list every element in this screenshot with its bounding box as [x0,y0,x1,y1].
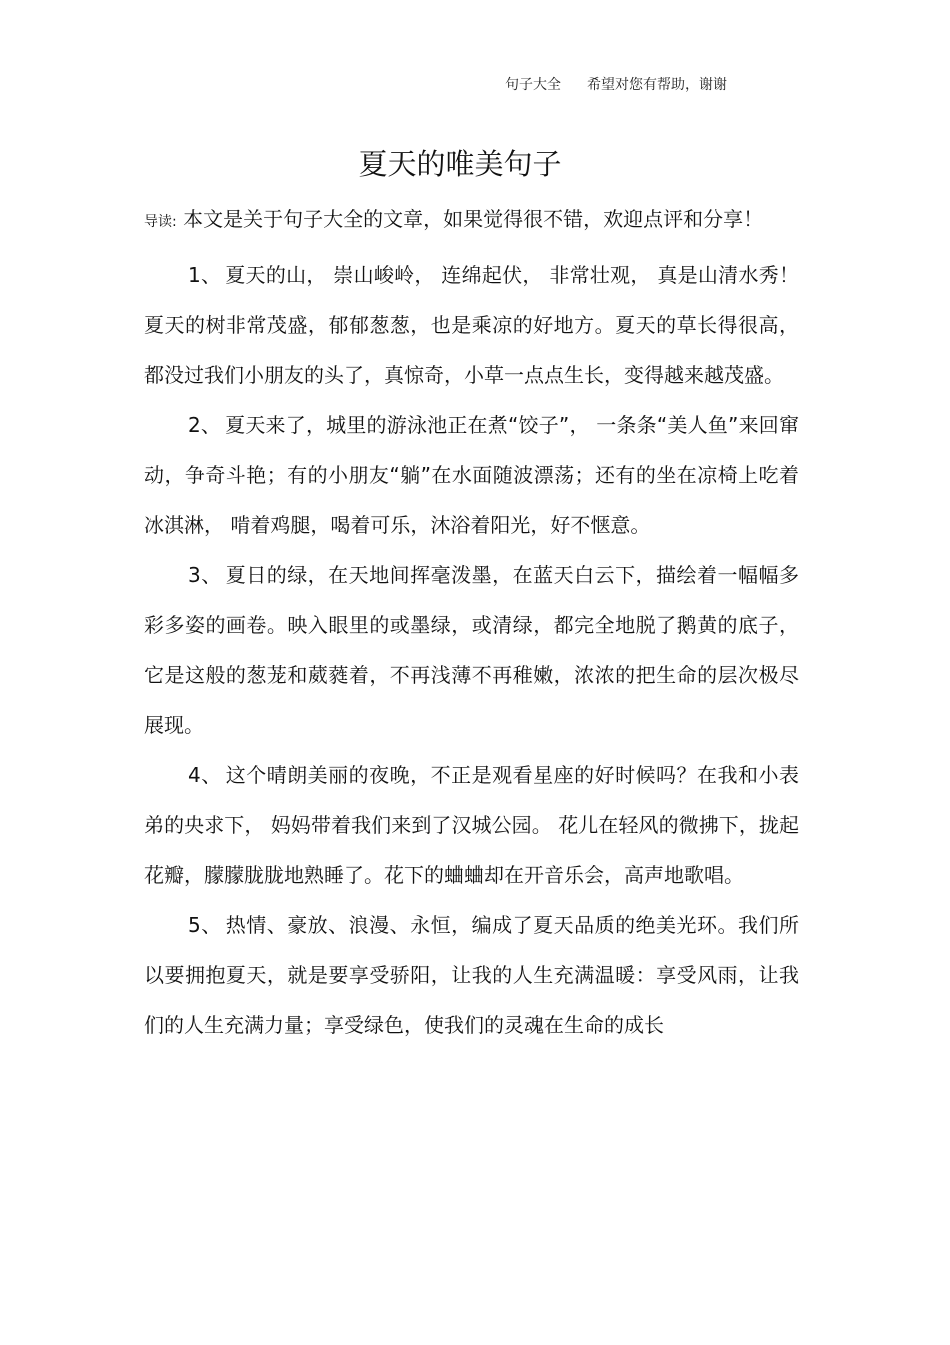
paragraph-1 [144,250,799,400]
intro-label: 导读: [144,214,177,230]
paragraph-number: 1、 [188,263,222,287]
paragraph-text: 夏日的绿，在天地间挥毫泼墨，在蓝天白云下，描绘着一幅幅多彩多姿的画卷。映入眼里的或墨绿，或清绿，都完全地脱了鹅黄的底子，它是这般的葱茏和葳蕤着，不再浅薄不再稚嫩，浓浓的把生命的层次极尽展现。 [144,563,800,737]
paragraph-text: 夏天的山， 崇山峻岭， 连绵起伏， 非常壮观， 真是山清水秀！夏天的树非常茂盛，郁郁葱葱，也是乘凉的好地方。夏天的草长得很高，都没过我们小朋友的头了，真惊奇，小草一点点生长，变得越来越茂盛。 [144,263,799,387]
page-header [505,74,727,94]
paragraph-number: 4、 [188,763,222,787]
paragraph-3 [144,550,799,750]
paragraph-number: 3、 [188,563,222,587]
header-right-text: 希望对您有帮助，谢谢 [587,77,727,93]
intro-text: 本文是关于句子大全的文章，如果觉得很不错，欢迎点评和分享！ [183,207,764,231]
paragraph-5 [144,900,799,1050]
header-left-text: 句子大全 [505,77,561,93]
page-title: 夏天的唯美句子 [358,147,562,181]
paragraph-text: 热情、豪放、浪漫、永恒，编成了夏天品质的绝美光环。我们所以要拥抱夏天，就是要享受骄阳，让我的人生充满温暖：享受风雨，让我们的人生充满力量；享受绿色，使我们的灵魂在生命的成长 [144,913,800,1037]
paragraph-number: 2、 [188,413,222,437]
paragraph-text: 这个晴朗美丽的夜晚，不正是观看星座的好时候吗？在我和小表弟的央求下， 妈妈带着我们来到了汉城公园。 花儿在轻风的微拂下，拢起花瓣，朦朦胧胧地熟睡了。花下的蛐蛐却在开音乐会，高声地歌唱。 [144,763,800,887]
paragraph-number: 5、 [188,913,222,937]
paragraph-4 [144,750,799,900]
paragraph-text: 夏天来了，城里的游泳池正在煮“饺子”， 一条条“美人鱼”来回窜动，争奇斗艳；有的小朋友“躺”在水面随波漂荡；还有的坐在凉椅上吃着冰淇淋， 啃着鸡腿，喝着可乐，沐浴着阳光，好不惬意。 [144,413,799,537]
intro-paragraph [144,194,799,247]
paragraph-2 [144,400,799,550]
article-body [144,194,799,1050]
